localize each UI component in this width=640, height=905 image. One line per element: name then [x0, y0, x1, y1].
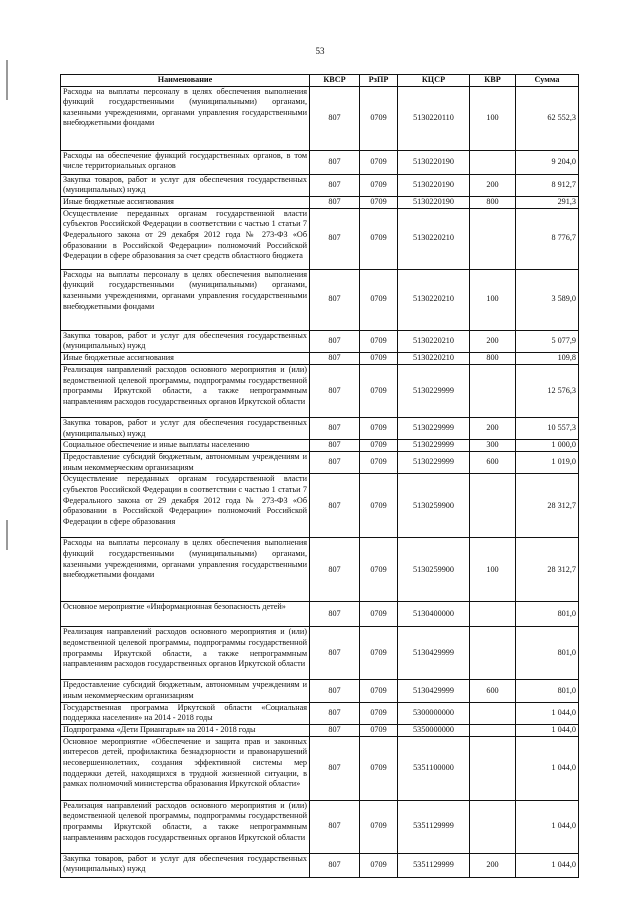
cell-kvr [470, 627, 516, 680]
cell-name: Расходы на выплаты персоналу в целях обеспечения выполнения функций государственными (муниципальными) органами, казенными учреждениями, органами управления государственными внебюджетными фондами [61, 86, 310, 150]
cell-name: Подпрограмма «Дети Приангарья» на 2014 - 2018 годы [61, 724, 310, 736]
cell-sum: 10 557,3 [516, 417, 579, 439]
cell-kvsr: 807 [310, 538, 360, 602]
cell-rzpr: 0709 [360, 724, 398, 736]
cell-rzpr: 0709 [360, 538, 398, 602]
cell-kvr [470, 474, 516, 538]
table-row [61, 538, 579, 602]
cell-kvr [470, 702, 516, 724]
cell-rzpr: 0709 [360, 800, 398, 853]
cell-kvr: 200 [470, 330, 516, 352]
cell-rzpr: 0709 [360, 364, 398, 417]
cell-kcsr: 5130229999 [398, 417, 470, 439]
cell-kvsr: 807 [310, 474, 360, 538]
header-sum: Сумма [516, 75, 579, 87]
cell-rzpr: 0709 [360, 474, 398, 538]
cell-name: Государственная программа Иркутской области «Социальная поддержка населения» на 2014 - 2018 годы [61, 702, 310, 724]
cell-name: Расходы на выплаты персоналу в целях обеспечения выполнения функций государственными (муниципальными) органами, казенными учреждениями, органами управления государственными внебюджетными фондами [61, 269, 310, 330]
cell-name: Закупка товаров, работ и услуг для обеспечения государственных (муниципальных) нужд [61, 853, 310, 877]
table-header [61, 75, 579, 87]
cell-sum: 291,3 [516, 196, 579, 208]
cell-sum: 62 552,3 [516, 86, 579, 150]
cell-kcsr: 5130259900 [398, 538, 470, 602]
cell-kcsr: 5351129999 [398, 800, 470, 853]
cell-name: Реализация направлений расходов основного мероприятия и (или) ведомственной целевой программы, подпрограммы государственной программы Иркутской области, а также непрограммным направлениям расходов государственных органов Иркутской области [61, 627, 310, 680]
table-row [61, 364, 579, 417]
cell-kvsr: 807 [310, 800, 360, 853]
cell-kcsr: 5130429999 [398, 680, 470, 702]
cell-name: Предоставление субсидий бюджетным, автономным учреждениям и иным некоммерческим организациям [61, 680, 310, 702]
cell-kvr [470, 800, 516, 853]
cell-sum: 801,0 [516, 602, 579, 627]
cell-kvr: 100 [470, 269, 516, 330]
cell-sum: 28 312,7 [516, 538, 579, 602]
cell-kvr [470, 208, 516, 269]
header-kvr: КВР [470, 75, 516, 87]
cell-kvsr: 807 [310, 627, 360, 680]
cell-kcsr: 5130220190 [398, 174, 470, 196]
table-row [61, 208, 579, 269]
table-row [61, 174, 579, 196]
cell-kvr: 200 [470, 174, 516, 196]
cell-name: Реализация направлений расходов основного мероприятия и (или) ведомственной целевой программы, подпрограммы государственной программы Иркутской области, а также непрограммным направлениям расходов государственных органов Иркутской области [61, 800, 310, 853]
table-row [61, 602, 579, 627]
scan-edge-mark [6, 60, 8, 100]
cell-rzpr: 0709 [360, 736, 398, 800]
cell-name: Иные бюджетные ассигнования [61, 196, 310, 208]
cell-name: Основное мероприятие «Информационная безопасность детей» [61, 602, 310, 627]
header-kvsr: КВСР [310, 75, 360, 87]
cell-kcsr: 5130259900 [398, 474, 470, 538]
cell-kcsr: 5130220110 [398, 86, 470, 150]
budget-table [60, 74, 579, 878]
cell-name: Осуществление переданных органам государственной власти субъектов Российской Федерации в соответствии с частью 1 статьи 7 Федерального закона от 29 декабря 2012 года № 273-ФЗ «Об образовании в Российской Федерации» полномочий Российской Федерации в сфере образования за счет средств областного бюджета [61, 208, 310, 269]
cell-kcsr: 5130229999 [398, 452, 470, 474]
cell-rzpr: 0709 [360, 417, 398, 439]
cell-kvr: 800 [470, 352, 516, 364]
table-row [61, 196, 579, 208]
cell-sum: 1 044,0 [516, 853, 579, 877]
cell-kvsr: 807 [310, 352, 360, 364]
cell-name: Расходы на выплаты персоналу в целях обеспечения выполнения функций государственными (муниципальными) органами, казенными учреждениями, органами управления государственными внебюджетными фондами [61, 538, 310, 602]
cell-kvsr: 807 [310, 452, 360, 474]
cell-rzpr: 0709 [360, 680, 398, 702]
cell-kvr: 800 [470, 196, 516, 208]
cell-kcsr: 5351129999 [398, 853, 470, 877]
cell-name: Закупка товаров, работ и услуг для обеспечения государственных (муниципальных) нужд [61, 174, 310, 196]
cell-kvsr: 807 [310, 440, 360, 452]
cell-kcsr: 5130220190 [398, 196, 470, 208]
cell-name: Иные бюджетные ассигнования [61, 352, 310, 364]
cell-rzpr: 0709 [360, 440, 398, 452]
cell-rzpr: 0709 [360, 352, 398, 364]
cell-kcsr: 5300000000 [398, 702, 470, 724]
cell-sum: 1 019,0 [516, 452, 579, 474]
cell-kcsr: 5130220210 [398, 330, 470, 352]
cell-sum: 3 589,0 [516, 269, 579, 330]
cell-name: Реализация направлений расходов основного мероприятия и (или) ведомственной целевой программы, подпрограммы государственной программы Иркутской области, а также непрограммным направлениям расходов государственных органов Иркутской области [61, 364, 310, 417]
header-name: Наименование [61, 75, 310, 87]
cell-sum: 28 312,7 [516, 474, 579, 538]
cell-kcsr: 5130220210 [398, 208, 470, 269]
cell-kvr [470, 736, 516, 800]
cell-rzpr: 0709 [360, 602, 398, 627]
table-row [61, 474, 579, 538]
cell-kcsr: 5130220210 [398, 352, 470, 364]
cell-kvsr: 807 [310, 174, 360, 196]
cell-rzpr: 0709 [360, 702, 398, 724]
cell-kvr: 200 [470, 417, 516, 439]
cell-kcsr: 5130229999 [398, 364, 470, 417]
cell-name: Осуществление переданных органам государственной власти субъектов Российской Федерации в соответствии с частью 1 статьи 7 Федерального закона от 29 декабря 2012 года № 273-ФЗ «Об образовании в Российской Федерации» полномочий Российской Федерации в сфере образования [61, 474, 310, 538]
cell-kvr: 200 [470, 853, 516, 877]
cell-rzpr: 0709 [360, 196, 398, 208]
cell-sum: 1 044,0 [516, 724, 579, 736]
cell-kcsr: 5350000000 [398, 724, 470, 736]
cell-kvsr: 807 [310, 364, 360, 417]
cell-kvr: 100 [470, 86, 516, 150]
cell-name: Социальное обеспечение и иные выплаты населению [61, 440, 310, 452]
cell-kcsr: 5130229999 [398, 440, 470, 452]
table-row [61, 724, 579, 736]
cell-sum: 9 204,0 [516, 150, 579, 174]
scan-edge-mark [6, 520, 8, 550]
cell-kvsr: 807 [310, 417, 360, 439]
cell-kvsr: 807 [310, 680, 360, 702]
cell-sum: 8 912,7 [516, 174, 579, 196]
table-row [61, 440, 579, 452]
table-body [61, 86, 579, 877]
cell-kcsr: 5130429999 [398, 627, 470, 680]
cell-rzpr: 0709 [360, 627, 398, 680]
cell-kcsr: 5130220210 [398, 269, 470, 330]
cell-sum: 1 044,0 [516, 800, 579, 853]
table-row [61, 150, 579, 174]
cell-rzpr: 0709 [360, 86, 398, 150]
cell-kvsr: 807 [310, 196, 360, 208]
header-kcsr: КЦСР [398, 75, 470, 87]
cell-sum: 801,0 [516, 680, 579, 702]
cell-sum: 5 077,9 [516, 330, 579, 352]
cell-kvsr: 807 [310, 853, 360, 877]
cell-kvsr: 807 [310, 269, 360, 330]
cell-name: Закупка товаров, работ и услуг для обеспечения государственных (муниципальных) нужд [61, 417, 310, 439]
cell-sum: 801,0 [516, 627, 579, 680]
table-row [61, 269, 579, 330]
cell-sum: 109,8 [516, 352, 579, 364]
cell-sum: 1 044,0 [516, 736, 579, 800]
cell-kvsr: 807 [310, 86, 360, 150]
cell-rzpr: 0709 [360, 853, 398, 877]
cell-kvr [470, 150, 516, 174]
cell-kvsr: 807 [310, 150, 360, 174]
cell-rzpr: 0709 [360, 330, 398, 352]
cell-kvr [470, 724, 516, 736]
cell-sum: 1 044,0 [516, 702, 579, 724]
table-row [61, 352, 579, 364]
cell-kvr [470, 364, 516, 417]
cell-kvsr: 807 [310, 702, 360, 724]
table-row [61, 800, 579, 853]
cell-name: Предоставление субсидий бюджетным, автономным учреждениям и иным некоммерческим организациям [61, 452, 310, 474]
cell-kcsr: 5130220190 [398, 150, 470, 174]
table-row [61, 417, 579, 439]
cell-kvr: 100 [470, 538, 516, 602]
cell-rzpr: 0709 [360, 452, 398, 474]
cell-sum: 8 776,7 [516, 208, 579, 269]
table-row [61, 452, 579, 474]
cell-kvsr: 807 [310, 208, 360, 269]
table-row [61, 627, 579, 680]
cell-kvr: 600 [470, 680, 516, 702]
cell-kvr: 300 [470, 440, 516, 452]
table-row [61, 680, 579, 702]
cell-name: Закупка товаров, работ и услуг для обеспечения государственных (муниципальных) нужд [61, 330, 310, 352]
cell-kvsr: 807 [310, 736, 360, 800]
cell-sum: 12 576,3 [516, 364, 579, 417]
cell-kvr: 600 [470, 452, 516, 474]
cell-name: Основное мероприятие «Обеспечение и защита прав и законных интересов детей, профилактика безнадзорности и правонарушений несовершеннолетних, создания эффективной системы мер поддержки детей, находящихся в трудной жизненной ситуации, в рамках полномочий министерства образования Иркутской области» [61, 736, 310, 800]
cell-rzpr: 0709 [360, 208, 398, 269]
cell-kvsr: 807 [310, 724, 360, 736]
table-row [61, 853, 579, 877]
table-row [61, 736, 579, 800]
cell-kcsr: 5351100000 [398, 736, 470, 800]
cell-rzpr: 0709 [360, 269, 398, 330]
table-row [61, 86, 579, 150]
table-row [61, 702, 579, 724]
header-rzpr: РзПР [360, 75, 398, 87]
cell-sum: 1 000,0 [516, 440, 579, 452]
cell-rzpr: 0709 [360, 174, 398, 196]
table-row [61, 330, 579, 352]
cell-kvr [470, 602, 516, 627]
page-number: 53 [315, 46, 325, 56]
cell-name: Расходы на обеспечение функций государственных органов, в том числе территориальных органов [61, 150, 310, 174]
cell-kcsr: 5130400000 [398, 602, 470, 627]
cell-rzpr: 0709 [360, 150, 398, 174]
cell-kvsr: 807 [310, 330, 360, 352]
cell-kvsr: 807 [310, 602, 360, 627]
